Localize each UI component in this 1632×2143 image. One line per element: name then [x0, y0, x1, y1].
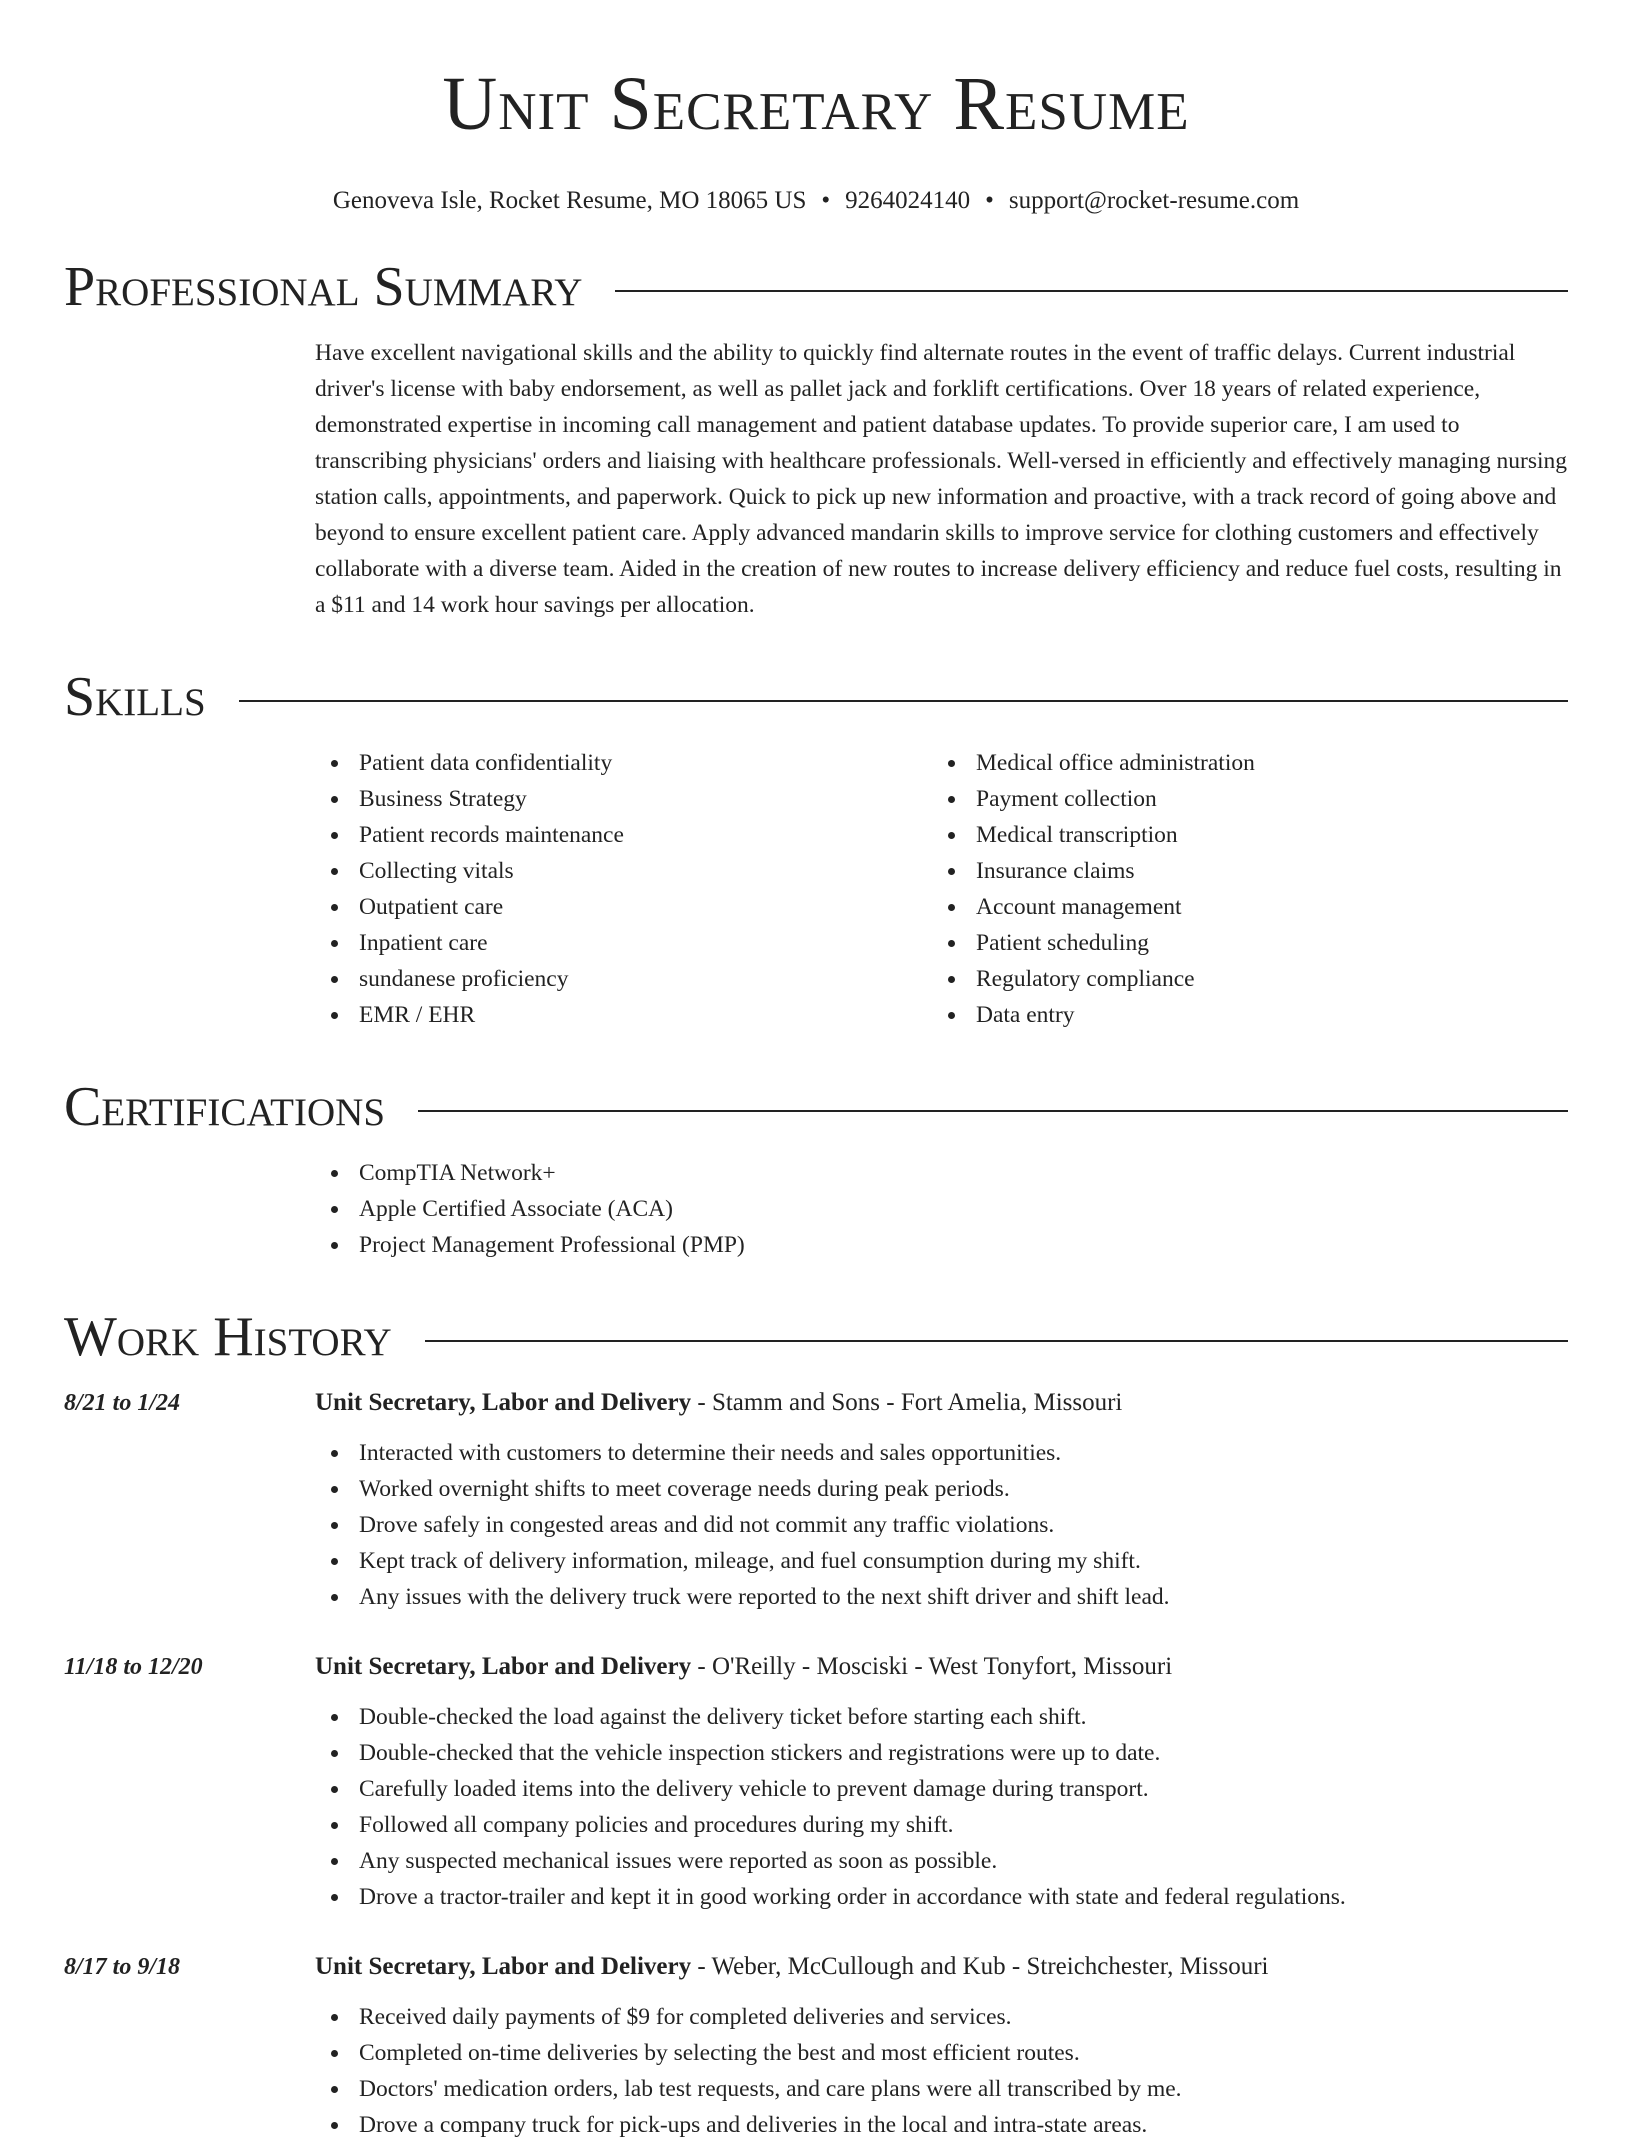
skills-list: [315, 745, 1568, 1033]
job-dates: 11/18 to 12/20: [64, 1654, 203, 1680]
work-section-header: [64, 1306, 1568, 1368]
section-divider: [615, 290, 1568, 292]
summary-section-title: Professional Summary: [64, 256, 583, 318]
job-duty-item: Any issues with the delivery truck were reported to the next shift driver and shift lead.: [315, 1579, 1568, 1615]
job-role: Unit Secretary, Labor and Delivery: [315, 1953, 692, 1980]
skill-item: EMR / EHR: [315, 997, 932, 1033]
skill-item: sundanese proficiency: [315, 961, 932, 997]
certifications-list: [315, 1155, 1568, 1263]
section-divider: [425, 1340, 1568, 1342]
contact-address: Genoveva Isle, Rocket Resume, MO 18065 US: [332, 187, 807, 214]
job-duty-item: Interacted with customers to determine their needs and sales opportunities.: [315, 1435, 1568, 1471]
skills-section-header: [64, 666, 1568, 728]
certification-item: CompTIA Network+: [315, 1155, 1568, 1191]
job-duty-item: Worked overnight shifts to meet coverage needs during peak periods.: [315, 1471, 1568, 1507]
resume-title: Unit Secretary Resume: [442, 62, 1190, 146]
job-duty-item: Kept track of delivery information, mileage, and fuel consumption during my shift.: [315, 1543, 1568, 1579]
job-role: Unit Secretary, Labor and Delivery: [315, 1653, 692, 1680]
skills-section-title: Skills: [64, 666, 206, 728]
section-divider: [418, 1110, 1568, 1112]
job-duties-list: [315, 1435, 1568, 1615]
skills-column-left: [315, 745, 932, 1033]
contact-separator: •: [985, 187, 994, 214]
job-duty-item: Completed on-time deliveries by selecting the best and most efficient routes.: [315, 2035, 1568, 2071]
job-duty-item: Doctors' medication orders, lab test requests, and care plans were all transcribed by me.: [315, 2071, 1568, 2107]
job-duties-list: [315, 1699, 1568, 1915]
job-heading: [315, 1385, 1568, 1421]
contact-phone: 9264024140: [845, 187, 971, 214]
job-duty-item: Drove safely in congested areas and did not commit any traffic violations.: [315, 1507, 1568, 1543]
job-duty-item: Any suspected mechanical issues were reported as soon as possible.: [315, 1843, 1568, 1879]
job-duty-item: Drove a tractor-trailer and kept it in good working order in accordance with state and federal regulations.: [315, 1879, 1568, 1915]
section-divider: [239, 700, 1568, 702]
job-employer: - O'Reilly - Mosciski - West Tonyfort, Missouri: [691, 1653, 1173, 1680]
certification-item: Apple Certified Associate (ACA): [315, 1191, 1568, 1227]
job-entry: [64, 1649, 1568, 1915]
job-duty-item: Double-checked that the vehicle inspection stickers and registrations were up to date.: [315, 1735, 1568, 1771]
job-dates: 8/17 to 9/18: [64, 1954, 181, 1980]
contact-line: [64, 188, 1568, 213]
skill-item: Regulatory compliance: [932, 961, 1549, 997]
summary-section-header: [64, 256, 1568, 318]
job-heading: [315, 1649, 1568, 1685]
skills-column-right: [932, 745, 1549, 1033]
job-employer: - Weber, McCullough and Kub - Streichchester, Missouri: [691, 1953, 1269, 1980]
skill-item: Insurance claims: [932, 853, 1549, 889]
skill-item: Medical office administration: [932, 745, 1549, 781]
certifications-section-title: Certifications: [64, 1076, 386, 1138]
resume-page: [64, 0, 1568, 2143]
skill-item: Collecting vitals: [315, 853, 932, 889]
job-duties-list: [315, 1999, 1568, 2143]
skill-item: Business Strategy: [315, 781, 932, 817]
contact-separator: •: [821, 187, 831, 214]
work-section-title: Work History: [64, 1306, 392, 1368]
skill-item: Payment collection: [932, 781, 1549, 817]
job-duty-item: Double-checked the load against the delivery ticket before starting each shift.: [315, 1699, 1568, 1735]
job-duty-item: Followed all company policies and procedures during my shift.: [315, 1807, 1568, 1843]
certification-item: Project Management Professional (PMP): [315, 1227, 1568, 1263]
skill-item: Account management: [932, 889, 1549, 925]
job-duty-item: Carefully loaded items into the delivery vehicle to prevent damage during transport.: [315, 1771, 1568, 1807]
contact-email: support@rocket-resume.com: [1008, 187, 1300, 214]
skill-item: Patient records maintenance: [315, 817, 932, 853]
certifications-section-header: [64, 1076, 1568, 1138]
skill-item: Patient data confidentiality: [315, 745, 932, 781]
job-employer: - Stamm and Sons - Fort Amelia, Missouri: [691, 1389, 1123, 1416]
job-heading: [315, 1949, 1568, 1985]
skill-item: Data entry: [932, 997, 1549, 1033]
skill-item: Medical transcription: [932, 817, 1549, 853]
job-entry: [64, 1385, 1568, 1615]
skill-item: Inpatient care: [315, 925, 932, 961]
job-entry: [64, 1949, 1568, 2143]
job-duty-item: Received daily payments of $9 for completed deliveries and services.: [315, 1999, 1568, 2035]
job-role: Unit Secretary, Labor and Delivery: [315, 1389, 692, 1416]
summary-text: Have excellent navigational skills and the ability to quickly find alternate routes in the event of traffic delays. Current industrial driver's license with baby endorsement, as well as pallet jack and forklift certifications. Over 18 years of related experience, demonstrated expertise in incoming call management and patient database updates. To provide superior care, I am used to transcribing physicians' orders and liaising with healthcare professionals. Well-versed in efficiently and effectively managing nursing station calls, appointments, and paperwork. Quick to pick up new information and proactive, with a track record of going above and beyond to ensure excellent patient care. Apply advanced mandarin skills to improve service for clothing customers and effectively collaborate with a diverse team. Aided in the creation of new routes to increase delivery efficiency and reduce fuel costs, resulting in a $11 and 14 work hour savings per allocation.: [315, 340, 1568, 618]
job-dates: 8/21 to 1/24: [64, 1390, 181, 1416]
skill-item: Patient scheduling: [932, 925, 1549, 961]
skill-item: Outpatient care: [315, 889, 932, 925]
job-duty-item: Drove a company truck for pick-ups and deliveries in the local and intra-state areas.: [315, 2107, 1568, 2143]
